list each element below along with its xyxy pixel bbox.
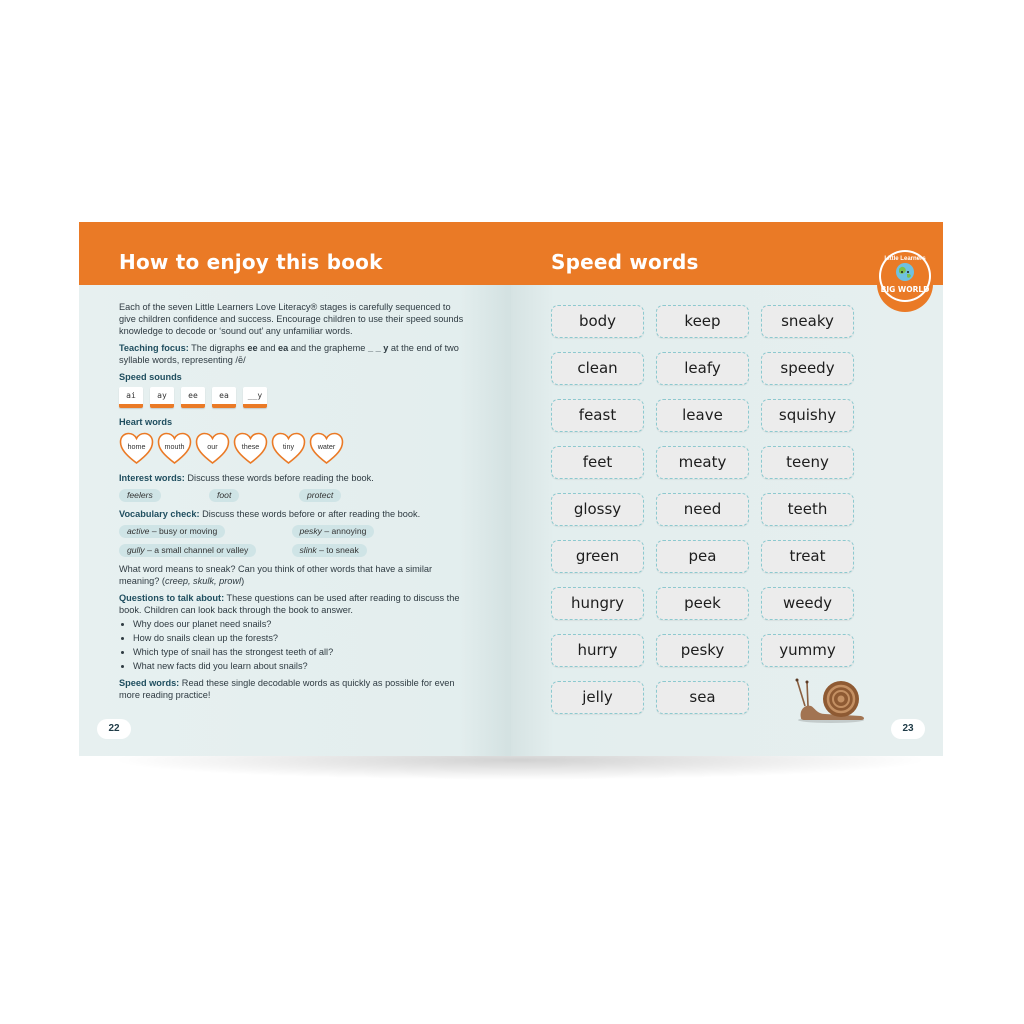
speed-sound-card: __y — [243, 387, 267, 408]
heart-word-label: home — [127, 442, 146, 451]
speed-sound-card: ea — [212, 387, 236, 408]
questions-text: These questions can be used after reading to discuss the book. Children can look back through the book to answer. — [119, 593, 460, 615]
logo-text-bottom: BIG WORLD — [880, 285, 930, 294]
vocab-def: – to sneak — [316, 545, 359, 555]
pill-col — [292, 525, 465, 538]
teaching-focus-text-4: at the end of two syllable words, representing /ē/ — [119, 343, 459, 365]
speed-word-card: keep — [656, 305, 749, 338]
interest-words — [119, 472, 464, 484]
heart-words-heading: Heart words — [119, 417, 173, 427]
vocab-word: slink — [299, 545, 317, 555]
shell-center — [838, 696, 845, 703]
speed-words-note-text: Read these single decodable words as quickly as possible for even more reading practice! — [119, 678, 455, 700]
snail-tentacle — [797, 680, 805, 706]
speed-word-card: treat — [761, 540, 854, 573]
questions-list — [133, 618, 464, 672]
snail-tentacle — [807, 682, 808, 706]
grapheme-y: _ _ y — [367, 343, 389, 353]
speed-word-card: feet — [551, 446, 644, 479]
pill-col — [299, 489, 389, 502]
vocab-word: active — [127, 526, 150, 536]
speed-word-card: jelly — [551, 681, 644, 714]
heart-word — [157, 432, 192, 465]
pill-col — [119, 489, 209, 502]
globe-eye — [901, 271, 903, 273]
vocabulary-check — [119, 508, 464, 520]
vocab-def: – busy or moving — [149, 526, 218, 536]
speed-word-card: peek — [656, 587, 749, 620]
speed-words-note-label: Speed words: — [119, 678, 180, 688]
speed-word-card: sneaky — [761, 305, 854, 338]
question-item: • What new facts did you learn about snails? — [133, 660, 464, 672]
right-page-title: Speed words — [551, 250, 699, 274]
teaching-focus-text-2: and — [257, 343, 279, 353]
speed-word-card: teeth — [761, 493, 854, 526]
sneak-question-text-1: What word means to sneak? Can you think of other words that have a similar meaning? ( — [119, 564, 433, 586]
speed-word-card: teeny — [761, 446, 854, 479]
pill-col — [292, 544, 465, 557]
speed-word-card: clean — [551, 352, 644, 385]
question-item: • Why does our planet need snails? — [133, 618, 464, 630]
vocab-item — [119, 544, 256, 557]
intro-paragraph: Each of the seven Little Learners Love Literacy® stages is carefully sequenced to give children confidence and success. Encourage children to use their speed sounds knowledge to decode or ‘sound out’ any unfamiliar words. — [119, 302, 464, 336]
questions-intro — [119, 592, 464, 616]
vocab-item — [292, 544, 367, 557]
speed-word-card: glossy — [551, 493, 644, 526]
teaching-focus-text-3: and the grapheme — [288, 343, 368, 353]
snail-image — [795, 674, 867, 724]
questions-label: Questions to talk about: — [119, 593, 225, 603]
heart-word-label: our — [207, 442, 218, 451]
teaching-focus-label: Teaching focus: — [119, 343, 189, 353]
speed-words-note — [119, 677, 464, 701]
interest-words-label: Interest words: — [119, 473, 185, 483]
heart-word — [309, 432, 344, 465]
heart-word — [233, 432, 268, 465]
logo-text-top: Little Learners — [884, 256, 926, 262]
vocab-item — [119, 525, 225, 538]
pill-col — [119, 525, 292, 538]
sneak-question-text-2: ) — [241, 576, 245, 586]
little-learners-logo — [873, 222, 937, 322]
speed-word-card: need — [656, 493, 749, 526]
vocab-item — [292, 525, 375, 538]
vocab-row — [119, 544, 464, 557]
left-page — [79, 222, 511, 756]
speed-word-card: hurry — [551, 634, 644, 667]
speed-word-card: leafy — [656, 352, 749, 385]
interest-word: feelers — [119, 489, 161, 502]
speed-word-card: squishy — [761, 399, 854, 432]
speed-word-card: green — [551, 540, 644, 573]
digraph-ee: ee — [247, 343, 258, 353]
pill-col — [209, 489, 299, 502]
interest-words-row — [119, 489, 464, 502]
speed-word-card: pea — [656, 540, 749, 573]
speed-word-card: weedy — [761, 587, 854, 620]
page-number-right: 23 — [891, 719, 925, 739]
heart-word-label: mouth — [164, 442, 185, 451]
interest-word: protect — [299, 489, 341, 502]
left-body — [119, 301, 464, 706]
heart-words-row — [119, 432, 464, 465]
speed-sounds-heading: Speed sounds — [119, 372, 182, 382]
heart-word-label: water — [317, 442, 336, 451]
speed-word-card: meaty — [656, 446, 749, 479]
speed-sound-card: ai — [119, 387, 143, 408]
globe-eye — [907, 271, 909, 273]
vocab-def: – a small channel or valley — [144, 545, 249, 555]
teaching-focus — [119, 342, 464, 366]
heart-word-label: tiny — [282, 442, 295, 451]
heart-word — [119, 432, 154, 465]
speed-word-card: speedy — [761, 352, 854, 385]
sneak-question — [119, 563, 464, 587]
left-banner — [79, 222, 511, 285]
question-item: • How do snails clean up the forests? — [133, 632, 464, 644]
vocab-row — [119, 525, 464, 538]
heart-word — [271, 432, 306, 465]
speed-word-card: yummy — [761, 634, 854, 667]
vocab-word: pesky — [299, 526, 322, 536]
pill-col — [119, 544, 292, 557]
speed-sounds-row — [119, 387, 464, 408]
speed-word-card: hungry — [551, 587, 644, 620]
vocab-word: gully — [127, 545, 145, 555]
vocab-text: Discuss these words before or after reading the book. — [199, 509, 421, 519]
speed-word-card: leave — [656, 399, 749, 432]
question-item: • Which type of snail has the strongest teeth of all? — [133, 646, 464, 658]
snail-eye — [796, 679, 799, 682]
page-number-left: 22 — [97, 719, 131, 739]
speed-word-card: feast — [551, 399, 644, 432]
teaching-focus-text-1: The digraphs — [188, 343, 248, 353]
digraph-ea: ea — [278, 343, 289, 353]
left-page-title: How to enjoy this book — [119, 250, 383, 274]
right-page — [511, 222, 943, 756]
heart-word-label: these — [241, 442, 260, 451]
heart-word — [195, 432, 230, 465]
vocab-def: – annoying — [321, 526, 367, 536]
sneak-question-words: creep, skulk, prowl — [164, 576, 242, 586]
speed-word-card: body — [551, 305, 644, 338]
speed-sound-card: ay — [150, 387, 174, 408]
interest-words-text: Discuss these words before reading the book. — [184, 473, 374, 483]
speed-word-card: sea — [656, 681, 749, 714]
vocab-label: Vocabulary check: — [119, 509, 200, 519]
speed-sound-card: ee — [181, 387, 205, 408]
interest-word: foot — [209, 489, 239, 502]
speed-word-card: pesky — [656, 634, 749, 667]
snail-eye — [806, 681, 809, 684]
